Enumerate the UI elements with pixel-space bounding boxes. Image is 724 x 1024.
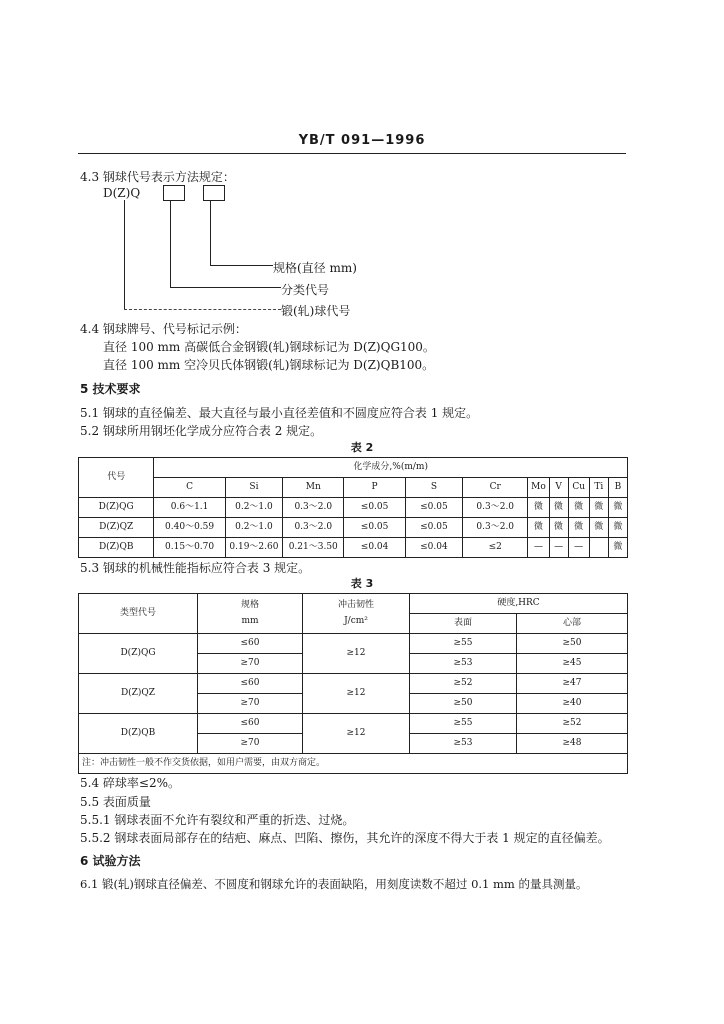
t2-cell: D(Z)QB — [79, 538, 154, 558]
section-6-title: 6 试验方法 — [80, 854, 141, 868]
t2-cell: 0.6～1.1 — [154, 498, 225, 518]
spec-box — [203, 185, 225, 201]
t2-cell: 微 — [549, 498, 568, 518]
t2-cell: 0.21～3.50 — [283, 538, 344, 558]
t2-cell: ≤0.04 — [344, 538, 405, 558]
t3-cell: ≥52 — [517, 714, 628, 734]
paragraph-5-5: 5.5 表面质量 — [80, 795, 151, 809]
label-class: 分类代号 — [281, 283, 330, 297]
t2-head-b: B — [608, 478, 627, 498]
t3-header-hardness: 硬度,HRC — [410, 594, 628, 614]
paragraph-5-1: 5.1 钢球的直径偏差、最大直径与最小直径差值和不圆度应符合表 1 规定。 — [80, 406, 479, 420]
class-leader-horizontal — [170, 287, 281, 288]
t2-cell: — — [568, 538, 589, 558]
t3-impact-label: 冲击韧性 — [337, 599, 374, 610]
t3-cell: ≥52 — [410, 674, 517, 694]
t2-cell: 微 — [528, 498, 549, 518]
t3-cell: ≥70 — [198, 694, 303, 714]
page-header: YB/T 091—1996 — [298, 133, 426, 148]
t2-cell: 微 — [568, 518, 589, 538]
paragraph-6-1: 6.1 锻(轧)钢球直径偏差、不圆度和钢球允许的表面缺陷，用刻度读数不超过 0.1 mm 的量具测量。 — [80, 877, 588, 891]
t3-cell: ≥40 — [517, 694, 628, 714]
t2-cell: 0.15～0.70 — [154, 538, 225, 558]
t3-cell: ≥50 — [517, 634, 628, 654]
t3-spec-unit: mm — [241, 615, 259, 626]
header-rule — [78, 153, 626, 154]
code-prefix: D(Z)Q — [103, 186, 141, 200]
t3-cell: ≥45 — [517, 654, 628, 674]
t2-cell: 微 — [608, 518, 627, 538]
t2-cell: D(Z)QZ — [79, 518, 154, 538]
forged-leader-vertical — [124, 200, 125, 310]
t3-cell: ≤60 — [198, 674, 303, 694]
t2-head-cu: Cu — [568, 478, 589, 498]
t2-cell: — — [528, 538, 549, 558]
class-code-box — [163, 185, 185, 201]
table-row — [79, 634, 628, 654]
t3-cell: ≥70 — [198, 654, 303, 674]
t3-cell: ≥55 — [410, 634, 517, 654]
t2-cell: 0.2～1.0 — [225, 518, 282, 538]
t3-impact-unit: J/cm² — [344, 615, 368, 626]
t2-cell: 0.3～2.0 — [283, 498, 344, 518]
t2-cell: 0.40～0.59 — [154, 518, 225, 538]
t3-cell: ≤60 — [198, 634, 303, 654]
t2-cell: 微 — [608, 538, 627, 558]
paragraph-5-3: 5.3 钢球的机械性能指标应符合表 3 规定。 — [80, 561, 311, 575]
t3-type-cell: D(Z)QG — [79, 634, 198, 674]
t2-cell: 微 — [549, 518, 568, 538]
t2-cell: 微 — [608, 498, 627, 518]
t3-cell: ≥47 — [517, 674, 628, 694]
t3-cell: ≥55 — [410, 714, 517, 734]
t3-header-type: 类型代号 — [79, 594, 198, 634]
t3-impact-cell: ≥12 — [303, 714, 410, 754]
spec-leader-horizontal — [210, 265, 273, 266]
t3-cell: ≥50 — [410, 694, 517, 714]
table-row — [79, 714, 628, 734]
t2-head-p: P — [344, 478, 405, 498]
t2-cell: ≤0.05 — [405, 518, 462, 538]
paragraph-5-2: 5.2 钢球所用钢坯化学成分应符合表 2 规定。 — [80, 424, 323, 438]
example-1: 直径 100 mm 高碳低合金钢锻(轧)钢球标记为 D(Z)QG100。 — [103, 340, 435, 354]
t3-header-impact — [303, 594, 410, 634]
t3-cell: ≥53 — [410, 734, 517, 754]
t3-cell: ≥70 — [198, 734, 303, 754]
t2-cell: D(Z)QG — [79, 498, 154, 518]
table-row — [79, 498, 628, 518]
t2-cell: 0.3～2.0 — [463, 518, 528, 538]
example-2: 直径 100 mm 空冷贝氏体钢锻(轧)钢球标记为 D(Z)QB100。 — [103, 358, 435, 372]
t2-head-mn: Mn — [283, 478, 344, 498]
table-2 — [78, 457, 628, 558]
t3-header-surface: 表面 — [410, 614, 517, 634]
t2-cell: ≤0.05 — [405, 498, 462, 518]
t2-cell: ≤0.05 — [344, 498, 405, 518]
t2-cell: 0.2～1.0 — [225, 498, 282, 518]
t3-note: 注：冲击韧性一般不作交货依据，如用户需要，由双方商定。 — [79, 754, 628, 774]
t2-head-mo: Mo — [528, 478, 549, 498]
t2-cell: ≤0.05 — [344, 518, 405, 538]
t3-cell: ≥53 — [410, 654, 517, 674]
label-spec: 规格(直径 mm) — [273, 261, 357, 275]
section-5-title: 5 技术要求 — [80, 382, 141, 396]
table-3-caption: 表 3 — [350, 577, 374, 590]
t2-head-c: C — [154, 478, 225, 498]
t2-cell: 微 — [568, 498, 589, 518]
t3-type-cell: D(Z)QB — [79, 714, 198, 754]
forged-leader-horizontal — [124, 309, 281, 310]
t2-cell: 微 — [589, 518, 608, 538]
t2-head-v: V — [549, 478, 568, 498]
table-2-caption: 表 2 — [350, 441, 374, 454]
paragraph-5-5-2: 5.5.2 钢球表面局部存在的结疤、麻点、凹陷、擦伤，其允许的深度不得大于表 1 规定的直径偏差。 — [80, 831, 610, 845]
spec-leader-vertical — [210, 200, 211, 266]
t3-type-cell: D(Z)QZ — [79, 674, 198, 714]
t3-header-core: 心部 — [517, 614, 628, 634]
t2-cell: 0.19～2.60 — [225, 538, 282, 558]
class-leader-vertical — [170, 200, 171, 288]
table-row — [79, 518, 628, 538]
t2-cell: 微 — [528, 518, 549, 538]
t2-head-cr: Cr — [463, 478, 528, 498]
t2-cell: — — [549, 538, 568, 558]
t2-header-group: 化学成分,%(m/m) — [154, 458, 628, 478]
table-row — [79, 538, 628, 558]
t2-header-code: 代号 — [79, 458, 154, 498]
paragraph-5-4: 5.4 碎球率≤2%。 — [80, 776, 180, 790]
paragraph-5-5-1: 5.5.1 钢球表面不允许有裂纹和严重的折迭、过烧。 — [80, 813, 355, 827]
t3-spec-label: 规格 — [240, 599, 259, 610]
section-4-4-title: 4.4 钢球牌号、代号标记示例： — [80, 322, 247, 336]
t2-head-si: Si — [225, 478, 282, 498]
section-4-3-title: 4.3 钢球代号表示方法规定： — [80, 170, 235, 184]
t3-impact-cell: ≥12 — [303, 674, 410, 714]
t2-cell: ≤0.04 — [405, 538, 462, 558]
t3-impact-cell: ≥12 — [303, 634, 410, 674]
t3-cell: ≥48 — [517, 734, 628, 754]
t2-cell — [589, 538, 608, 558]
t2-cell: 0.3～2.0 — [283, 518, 344, 538]
t2-head-s: S — [405, 478, 462, 498]
table-3 — [78, 593, 628, 774]
table-row — [79, 754, 628, 774]
table-row — [79, 674, 628, 694]
t3-cell: ≤60 — [198, 714, 303, 734]
t2-head-ti: Ti — [589, 478, 608, 498]
t2-cell: 0.3～2.0 — [463, 498, 528, 518]
t3-header-spec — [198, 594, 303, 634]
label-forged: 锻(轧)球代号 — [281, 304, 351, 318]
t2-cell: ≤2 — [463, 538, 528, 558]
t2-cell: 微 — [589, 498, 608, 518]
